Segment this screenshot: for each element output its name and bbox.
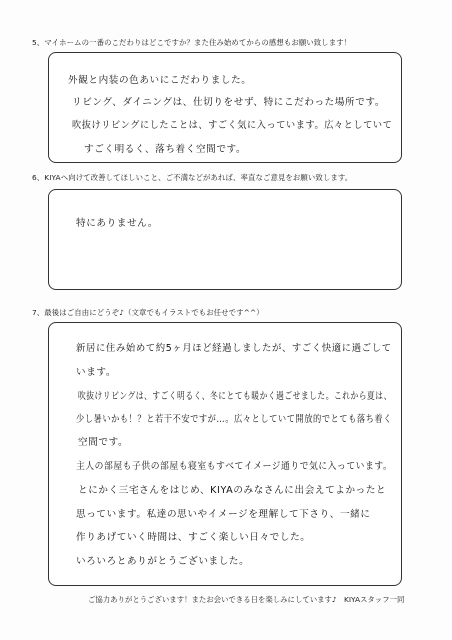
answer-5-line-2: リビング、ダイニングは、仕切りをせず、特にこだわった場所です。: [72, 97, 386, 108]
answer-7-line-4: 少し暑いかも！？と若干不安ですが…。広々としていて開放的でとても落ち着く: [76, 414, 392, 425]
answer-7-line-8: 思っています。私達の思いやイメージを理解して下さり、一緒に: [76, 509, 371, 520]
answer-5-line-1: 外観と内装の色あいにこだわりました。: [68, 75, 252, 86]
answer-7-line-3: 吹抜けリビングは、すごく明るく、冬にとても暖かく過ごせました。これから夏は、: [78, 391, 392, 402]
answer-7-line-7: とにかく三宅さんをはじめ、KIYAのみなさんに出会えてよかったと: [78, 485, 387, 496]
answer-box-6: [48, 189, 402, 290]
answer-7-line-6: 主人の部屋も子供の部屋も寝室もすべてイメージ通りで気に入っています。: [76, 461, 393, 472]
answer-7-line-2: います。: [76, 367, 117, 378]
answer-box-7: [48, 322, 402, 586]
footer-thanks: ご協力ありがとうございます！またお会いできる日を楽しみにしています♪ KIYAスタッフ一同: [88, 595, 405, 604]
answer-7-line-5: 空間です。: [78, 437, 129, 448]
question-5: 5、マイホームの一番のこだわりはどこですか？また住み始めてからの感想もお願い致します！: [32, 38, 352, 47]
answer-7-line-10: いろいろとありがとうございました。: [76, 556, 250, 567]
answer-7-line-1: 新居に住み始めて約5ヶ月ほど経過しましたが、すごく快適に過ごして: [76, 343, 392, 354]
answer-5-line-3: 吹抜けリビングにしたことは、すごく気に入っています。広々としていて: [72, 120, 393, 131]
answer-5-line-4: すごく明るく、落ち着く空間です。: [84, 144, 247, 155]
question-6: 6、KIYAへ向けて改善してほしいこと、ご不満などがあれば、率直なご意見をお願い致します。: [32, 173, 353, 182]
answer-6-line-1: 特にありません。: [76, 218, 159, 229]
question-7: 7、最後はご自由にどうぞ♪（文章でもイラストでもお任せです^^）: [32, 308, 264, 317]
answer-7-line-9: 作りあげていく時間は、すごく楽しい日々でした。: [76, 532, 311, 543]
